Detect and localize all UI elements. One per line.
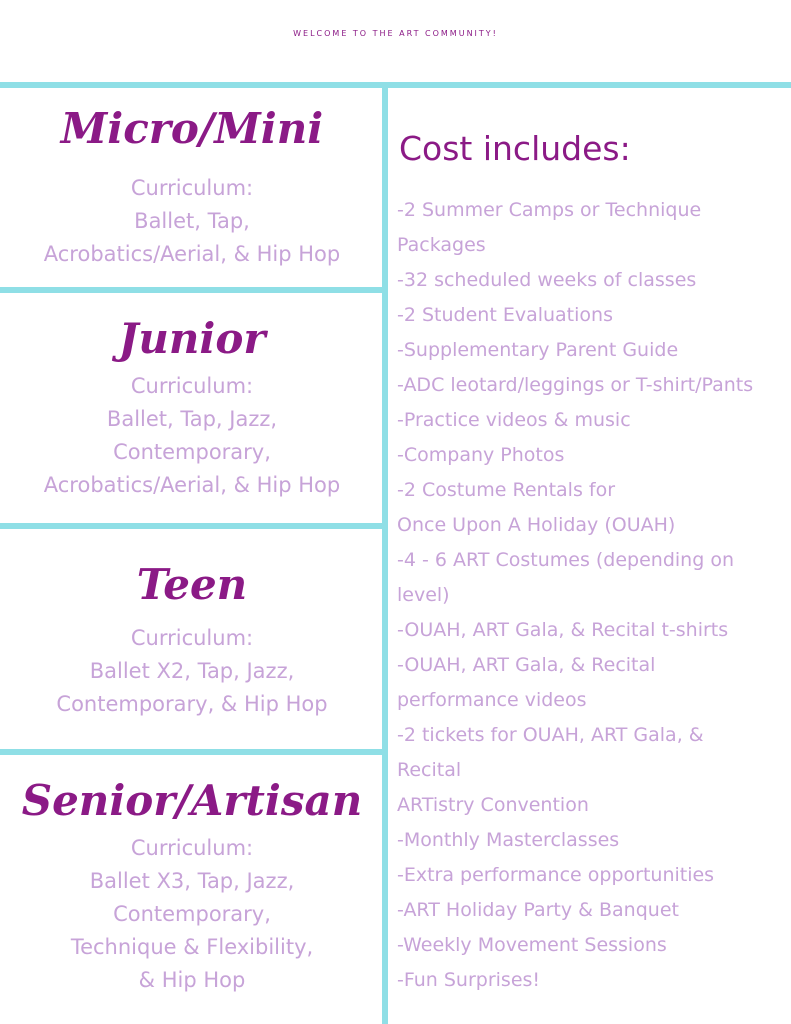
curriculum-line: Ballet X2, Tap, Jazz, [89,659,295,683]
cost-item: performance videos [397,689,587,711]
level-junior [0,310,384,502]
cost-item: level) [397,584,450,606]
cost-item: -2 Costume Rentals for [397,479,616,501]
curriculum-label: Curriculum: [130,176,254,200]
cost-item: -2 Student Evaluations [397,304,613,326]
cost-item: -OUAH, ART Gala, & Recital t-shirts [397,619,729,641]
cost-item: -4 - 6 ART Costumes (depending on [397,549,734,571]
cost-item: -32 scheduled weeks of classes [397,269,697,291]
divider-micro-junior [0,287,385,293]
curriculum-line: Ballet X3, Tap, Jazz, [89,869,295,893]
divider-teen-senior [0,749,385,755]
cost-item: -Company Photos [397,444,565,466]
cost-item: ARTistry Convention [397,794,589,816]
curriculum [0,832,384,997]
curriculum-line: Contemporary, & Hip Hop [56,692,328,716]
cost-item: -ADC leotard/leggings or T-shirt/Pants [397,374,754,396]
curriculum [0,622,384,721]
cost-item: -ART Holiday Party & Banquet [397,899,679,921]
level-name: Junior [118,314,266,363]
cost-item: -Fun Surprises! [397,969,541,991]
cost-item: -2 tickets for OUAH, ART Gala, & [397,724,704,746]
cost-title: Cost includes: [399,129,631,168]
curriculum-line: Ballet, Tap, [134,209,250,233]
cost-item: -OUAH, ART Gala, & Recital [397,654,656,676]
level-senior-artisan [0,772,384,997]
level-micro-mini [0,100,384,271]
cost-item: -2 Summer Camps or Technique [397,199,702,221]
cost-item: -Practice videos & music [397,409,631,431]
curriculum [0,172,384,271]
page-title: WELCOME TO THE ART COMMUNITY! [293,29,498,38]
curriculum-label: Curriculum: [130,374,254,398]
top-divider [0,82,791,88]
cost-item: -Extra performance opportunities [397,864,715,886]
cost-item: -Supplementary Parent Guide [397,339,679,361]
curriculum-line: Contemporary, [113,902,271,926]
cost-item: -Weekly Movement Sessions [397,934,667,956]
cost-item: -Monthly Masterclasses [397,829,620,851]
curriculum [0,370,384,502]
curriculum-line: & Hip Hop [138,968,246,992]
curriculum-line: Acrobatics/Aerial, & Hip Hop [43,473,341,497]
level-teen [0,556,384,721]
curriculum-line: Technique & Flexibility, [70,935,314,959]
curriculum-line: Acrobatics/Aerial, & Hip Hop [43,242,341,266]
cost-item: Once Upon A Holiday (OUAH) [397,514,676,536]
level-name: Senior/Artisan [21,776,363,825]
level-name: Micro/Mini [60,104,324,153]
curriculum-line: Contemporary, [113,440,271,464]
cost-item: Packages [397,234,486,256]
level-name: Teen [136,560,248,609]
curriculum-line: Ballet, Tap, Jazz, [106,407,278,431]
curriculum-label: Curriculum: [130,626,254,650]
curriculum-label: Curriculum: [130,836,254,860]
cost-list [397,193,791,998]
divider-junior-teen [0,523,385,529]
cost-item: Recital [397,759,462,781]
